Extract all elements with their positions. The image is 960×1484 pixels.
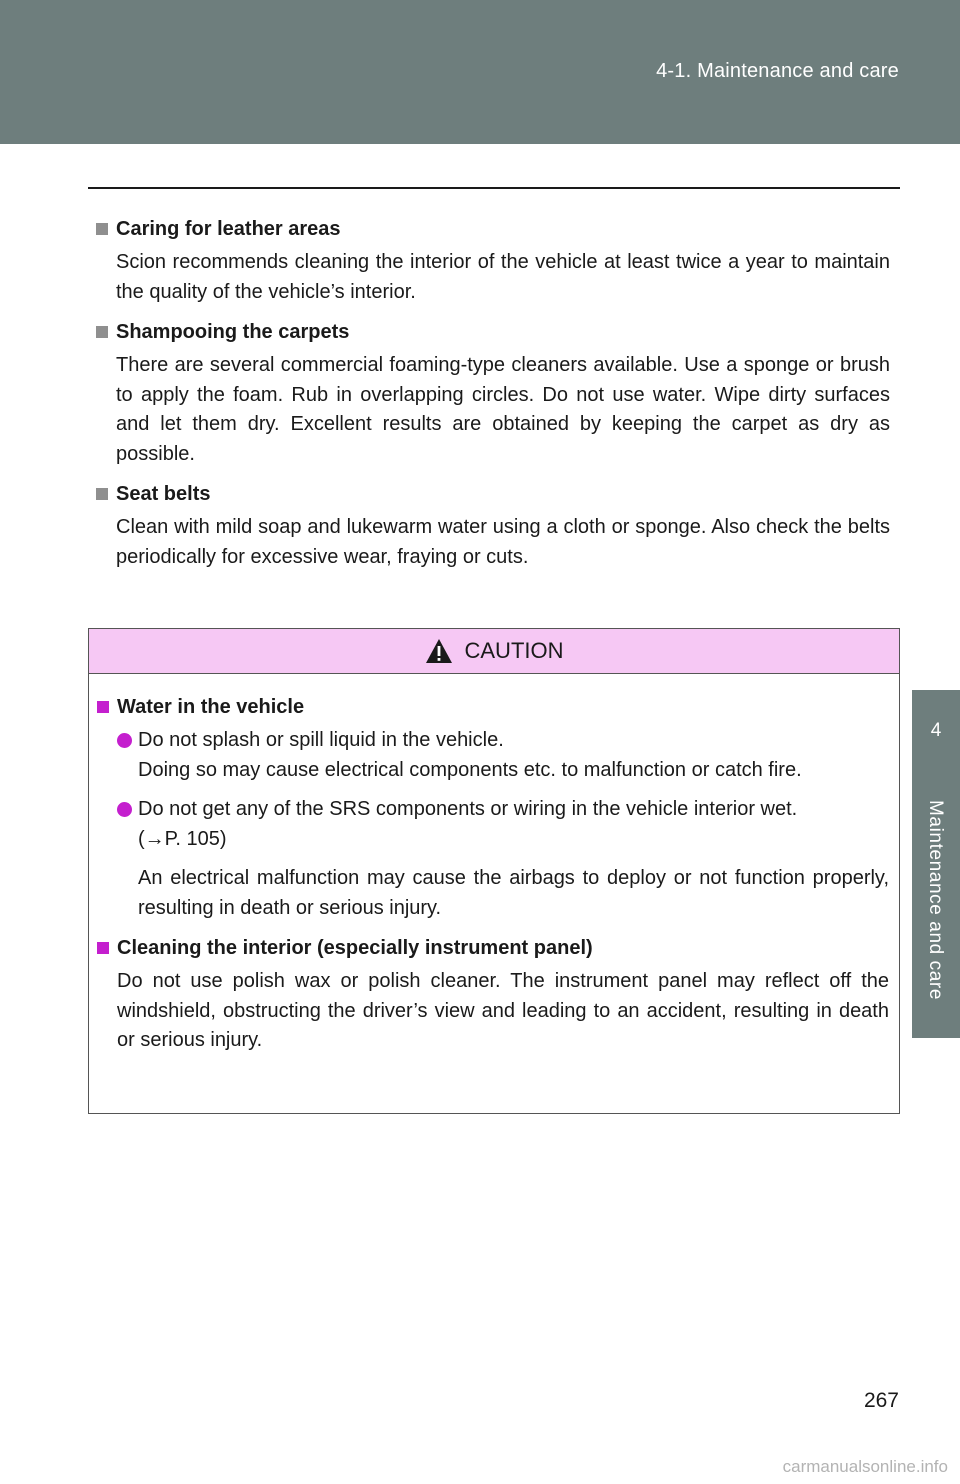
round-bullet-icon bbox=[117, 733, 132, 748]
warning-triangle-icon bbox=[425, 638, 453, 664]
square-bullet-icon bbox=[97, 701, 109, 713]
caution-title: CAUTION bbox=[464, 638, 564, 663]
section-text-leather: Scion recommends cleaning the interior of the vehicle at least twice a year to maintain the quality of the vehicle’s interior. bbox=[116, 251, 890, 303]
section-heading-seat-belts: Seat belts bbox=[96, 477, 890, 511]
caution-heading-cleaning: Cleaning the interior (especially instrument panel) bbox=[97, 931, 889, 965]
chapter-label: Maintenance and care bbox=[925, 800, 946, 1001]
main-content bbox=[96, 212, 890, 580]
page-reference-link[interactable]: (→P. 105) bbox=[138, 827, 227, 850]
caution-text-cleaning: Do not use polish wax or polish cleaner. The instrument panel may reflect off the windshield, obstructing the driver’s view and leading to an accident, resulting in death or serious injury. bbox=[117, 970, 889, 1051]
chapter-side-tab bbox=[912, 690, 960, 1038]
square-bullet-icon bbox=[96, 488, 108, 500]
caution-box bbox=[88, 628, 900, 1114]
top-divider bbox=[88, 187, 900, 189]
watermark: carmanualsonline.info bbox=[782, 1457, 948, 1476]
caution-body bbox=[89, 674, 899, 1056]
square-bullet-icon bbox=[97, 942, 109, 954]
chapter-number: 4 bbox=[930, 720, 942, 741]
square-bullet-icon bbox=[96, 326, 108, 338]
section-text-carpets: There are several commercial foaming-type cleaners available. Use a sponge or brush to apply the foam. Rub in overlapping circles. Do not use water. Wipe dirty surfaces and let them dry. Excellent results are obtained by keeping the carpet as dry as possible. bbox=[116, 354, 890, 465]
caution-heading-water: Water in the vehicle bbox=[97, 690, 889, 724]
caution-bullet-spill: Do not splash or spill liquid in the vehicle. Doing so may cause electrical components etc. to malfunction or catch fire. bbox=[117, 726, 889, 785]
square-bullet-icon bbox=[96, 223, 108, 235]
section-title: 4-1. Maintenance and care bbox=[656, 60, 899, 82]
page-number: 267 bbox=[863, 1389, 899, 1412]
section-heading-leather: Caring for leather areas bbox=[96, 212, 890, 246]
header-bar bbox=[0, 0, 960, 144]
caution-header bbox=[89, 629, 899, 674]
round-bullet-icon bbox=[117, 802, 132, 817]
section-heading-carpets: Shampooing the carpets bbox=[96, 315, 890, 349]
section-text-seat-belts: Clean with mild soap and lukewarm water using a cloth or sponge. Also check the belts periodically for excessive wear, fraying or cuts. bbox=[116, 516, 890, 568]
caution-srs-detail: An electrical malfunction may cause the airbags to deploy or not function properly, resulting in death or serious injury. bbox=[138, 867, 889, 919]
caution-bullet-srs: Do not get any of the SRS components or wiring in the vehicle interior wet. (→P. 105) bbox=[117, 795, 889, 854]
